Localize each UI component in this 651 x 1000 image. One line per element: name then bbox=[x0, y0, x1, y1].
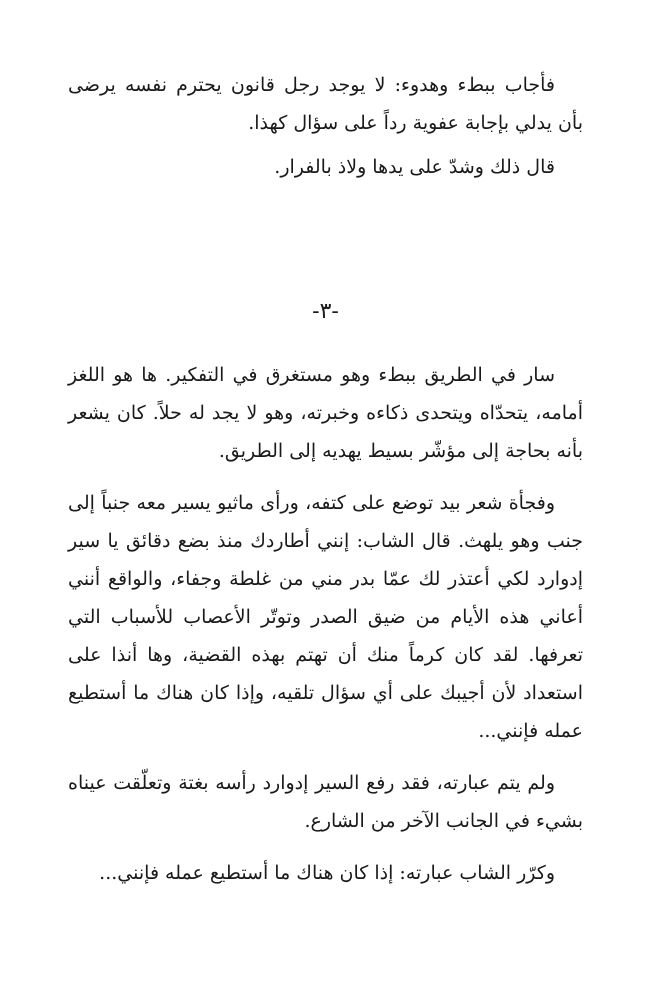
paragraph: قال ذلك وشدّ على يدها ولاذ بالفرار. bbox=[274, 156, 555, 178]
top-text-block bbox=[68, 66, 583, 186]
paragraph: وفجأة شعر بيد توضع على كتفه، ورأى ماثيو يسير معه جنباً إلى جنب وهو يلهث. قال الشاب: إنني أطاردك منذ بضع دقائق يا سير إدوارد لكي أعتذر لك عمّا بدر مني من غلطة وجفاء، والواقع أنني أعاني هذه الأيام من ضيق الصدر وتوتّر الأعصاب للأسباب التي تعرفها. لقد كان كرماً منك أن تهتم بهذه القضية، وها أنذا على استعداد لأن أجيبك على أي سؤال تلقيه، وإذا كان هناك ما أستطيع عمله فإنني... bbox=[68, 492, 584, 742]
paragraph: سار في الطريق ببطء وهو مستغرق في التفكير. ها هو اللغز أمامه، يتحدّاه ويتحدى ذكاءه وخبرته، وهو لا يجد له حلاً. كان يشعر بأنه بحاجة إلى مؤشّر بسيط يهديه إلى الطريق. bbox=[68, 364, 583, 462]
paragraph: فأجاب ببطء وهدوء: لا يوجد رجل قانون يحترم نفسه يرضى بأن يدلي بإجابة عفوية رداً على سؤال كهذا. bbox=[68, 74, 583, 134]
book-page bbox=[68, 0, 583, 1000]
chapter-number: -٣- bbox=[312, 299, 339, 324]
main-text-block bbox=[68, 356, 583, 892]
paragraph: ولم يتم عبارته، فقد رفع السير إدوارد رأسه بغتة وتعلّقت عيناه بشيء في الجانب الآخر من الشارع. bbox=[68, 772, 583, 832]
paragraph: وكرّر الشاب عبارته: إذا كان هناك ما أستطيع عمله فإنني... bbox=[99, 862, 555, 884]
